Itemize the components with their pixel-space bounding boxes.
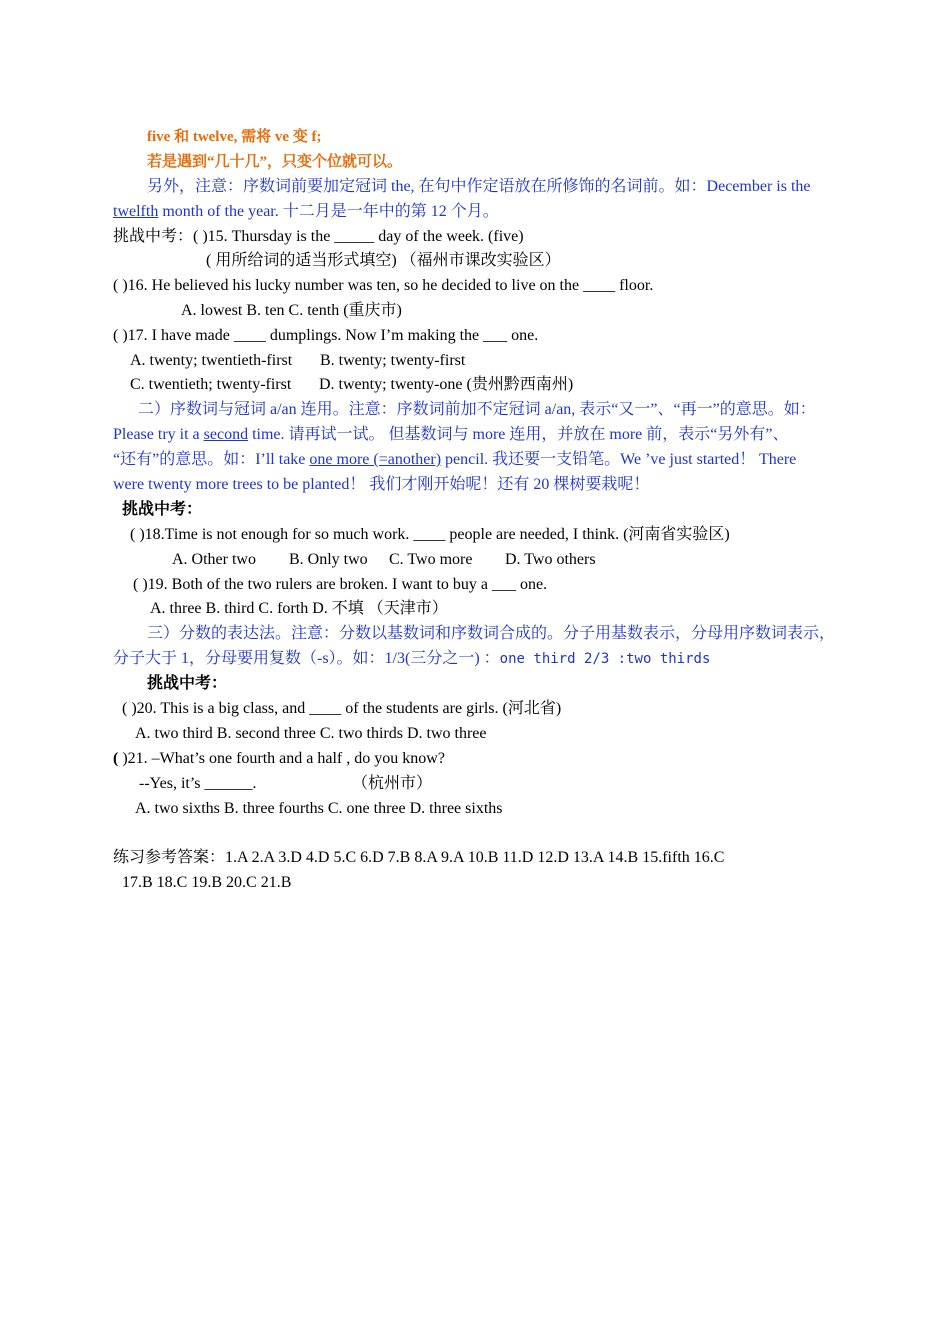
q21-question bbox=[113, 749, 445, 769]
q21-paren: ( bbox=[113, 750, 119, 767]
note2-line-3-b: pencil. 我还要一支铅笔。We ’ve just started！ There bbox=[441, 451, 797, 468]
q21-place: （杭州市） bbox=[352, 775, 433, 792]
second-underlined: second bbox=[203, 426, 249, 443]
note2-line-1: 二）序数词与冠词 a/an 连用。注意：序数词前加不定冠词 a/an, 表示“又一”、“再一”的意思。如： bbox=[138, 401, 816, 418]
q18-option-d: D. Two others bbox=[505, 551, 596, 568]
note2-line-4: were twenty more trees to be planted！ 我们才刚开始呢！还有 20 棵树要栽呢！ bbox=[113, 476, 650, 493]
q21-answer-line: --Yes, it’s ______. bbox=[139, 775, 257, 792]
q19-options: A. three B. third C. forth D. 不填 （天津市） bbox=[150, 600, 448, 617]
q18-question: ( )18.Time is not enough for so much work. ____ people are needed, I think. (河南省实验区) bbox=[130, 526, 730, 543]
challenge-heading-2: 挑战中考： bbox=[122, 501, 203, 518]
q21-question-text: )21. –What’s one fourth and a half , do you know? bbox=[118, 750, 445, 767]
q18-option-c: C. Two more bbox=[389, 551, 473, 568]
rule-line-2: 若是遇到“几十几”，只变个位就可以。 bbox=[147, 154, 403, 170]
note1-line-2 bbox=[113, 202, 499, 222]
answers-line-2: 17.B 18.C 19.B 20.C 21.B bbox=[122, 874, 292, 891]
note3-line-2 bbox=[113, 649, 710, 669]
q17-option-a: A. twenty; twentieth-first bbox=[130, 352, 293, 369]
note2-line-3-a: “还有”的意思。如：I’ll take bbox=[113, 451, 310, 468]
q17-option-d: D. twenty; twenty-one (贵州黔西南州) bbox=[319, 376, 574, 393]
note1-line-2-rest: month of the year. 十二月是一年中的第 12 个月。 bbox=[158, 203, 499, 220]
q20-question: ( )20. This is a big class, and ____ of the students are girls. (河北省) bbox=[122, 700, 562, 717]
challenge-heading-3: 挑战中考： bbox=[147, 675, 228, 692]
rule-line-1: five 和 twelve, 需将 ve 变 f; bbox=[147, 129, 322, 145]
twelfth-underlined: twelfth bbox=[113, 203, 159, 220]
q15-line-2: ( 用所给词的适当形式填空) （福州市课改实验区） bbox=[206, 252, 561, 269]
q21-options: A. two sixths B. three fourths C. one three D. three sixths bbox=[135, 800, 503, 817]
answers-line-1: 练习参考答案：1.A 2.A 3.D 4.D 5.C 6.D 7.B 8.A 9.A 10.B 11.D 12.D 13.A 14.B 15.fifth 16.C bbox=[113, 849, 725, 866]
q18-option-b: B. Only two bbox=[289, 551, 368, 568]
q16-question: ( )16. He believed his lucky number was ten, so he decided to live on the ____ floor. bbox=[113, 277, 654, 294]
note2-line-2-a: Please try it a bbox=[113, 426, 204, 443]
q16-options: A. lowest B. ten C. tenth (重庆市) bbox=[181, 302, 402, 319]
q19-question: ( )19. Both of the two rulers are broken. I want to buy a ___ one. bbox=[133, 576, 548, 593]
q20-options: A. two third B. second three C. two thirds D. two three bbox=[135, 725, 487, 742]
note1-line-1: 另外，注意：序数词前要加定冠词 the, 在句中作定语放在所修饰的名词前。如：December is the bbox=[147, 178, 811, 195]
note2-line-2-b: time. 请再试一试。 但基数词与 more 连用，并放在 more 前，表示“另外有”、 bbox=[248, 426, 789, 443]
one-more-underlined: one more (=another) bbox=[309, 451, 442, 468]
note3-line-2-a: 分子大于 1，分母要用复数（-s）。如：1/3(三分之一) ： bbox=[113, 650, 500, 667]
q17-question: ( )17. I have made ____ dumplings. Now I’m making the ___ one. bbox=[113, 327, 539, 344]
q18-option-a: A. Other two bbox=[172, 551, 256, 568]
q17-option-c: C. twentieth; twenty-first bbox=[130, 376, 292, 393]
note2-line-3 bbox=[113, 450, 796, 470]
note2-line-2 bbox=[113, 425, 788, 445]
fraction-examples: one third 2/3 :two thirds bbox=[499, 651, 711, 667]
note3-line-1: 三）分数的表达法。注意：分数以基数词和序数词合成的。分子用基数表示，分母用序数词表示， bbox=[147, 625, 836, 642]
q15-line-1: 挑战中考：( )15. Thursday is the _____ day of the week. (five) bbox=[113, 228, 524, 245]
q17-option-b: B. twenty; twenty-first bbox=[320, 352, 466, 369]
